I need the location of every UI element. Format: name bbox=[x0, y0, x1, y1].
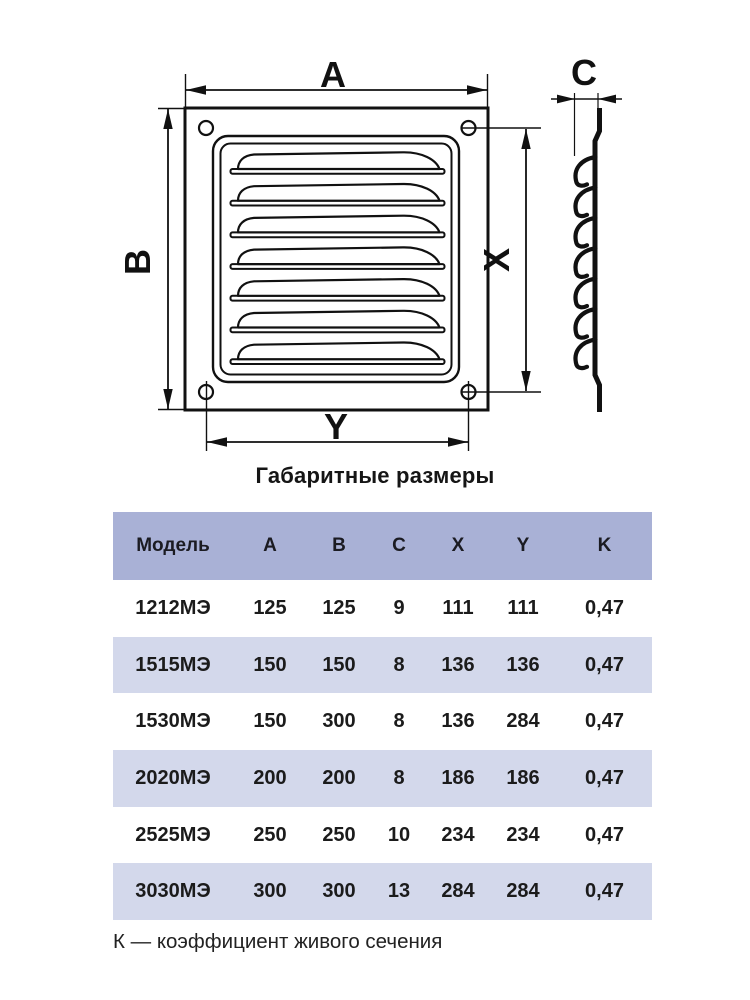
cell-c: 8 bbox=[393, 653, 405, 676]
table-row bbox=[113, 637, 652, 694]
cell-y: 136 bbox=[506, 653, 540, 676]
grille-dimension-drawing bbox=[0, 0, 750, 455]
cell-y: 111 bbox=[507, 596, 539, 619]
cell-a: 300 bbox=[253, 880, 287, 903]
table-header-row bbox=[113, 512, 652, 580]
cell-b: 200 bbox=[322, 766, 356, 789]
dim-label-a: A bbox=[320, 54, 346, 95]
cell-k: 0,47 bbox=[585, 710, 624, 733]
cell-k: 0,47 bbox=[585, 653, 624, 676]
cell-b: 125 bbox=[322, 596, 356, 619]
cell-a: 150 bbox=[253, 653, 287, 676]
cell-y: 284 bbox=[506, 710, 540, 733]
cell-c: 13 bbox=[387, 880, 411, 903]
dimensions-table bbox=[113, 512, 652, 920]
cell-model: 1515МЭ bbox=[135, 653, 211, 676]
cell-y: 186 bbox=[506, 766, 540, 789]
cell-k: 0,47 bbox=[585, 823, 624, 846]
table-row bbox=[113, 580, 652, 637]
cell-k: 0,47 bbox=[585, 880, 624, 903]
table-row bbox=[113, 807, 652, 864]
cell-a: 125 bbox=[253, 596, 287, 619]
cell-a: 200 bbox=[253, 766, 287, 789]
cell-k: 0,47 bbox=[585, 596, 624, 619]
side-profile bbox=[595, 108, 600, 412]
cell-x: 234 bbox=[441, 823, 475, 846]
col-header-x: X bbox=[451, 535, 465, 556]
cell-y: 284 bbox=[506, 880, 540, 903]
dim-label-c: C bbox=[571, 52, 597, 93]
cell-c: 8 bbox=[393, 710, 405, 733]
dimension-b bbox=[158, 109, 184, 410]
cell-b: 300 bbox=[322, 880, 356, 903]
cell-model: 1212МЭ bbox=[135, 596, 211, 619]
dim-label-x: X bbox=[476, 247, 517, 273]
cell-b: 150 bbox=[322, 653, 356, 676]
cell-x: 186 bbox=[441, 766, 475, 789]
cell-k: 0,47 bbox=[585, 766, 624, 789]
k-coefficient-footnote: К — коэффициент живого сечения bbox=[113, 930, 443, 953]
table-row bbox=[113, 750, 652, 807]
dim-label-y: Y bbox=[323, 406, 349, 447]
table-row bbox=[113, 863, 652, 920]
cell-x: 136 bbox=[441, 653, 475, 676]
col-header-b: B bbox=[332, 535, 346, 556]
side-view bbox=[576, 108, 600, 412]
cell-a: 150 bbox=[253, 710, 287, 733]
cell-model: 3030МЭ bbox=[135, 880, 211, 903]
screw-hole bbox=[199, 121, 213, 135]
col-header-model: Модель bbox=[136, 535, 210, 556]
cell-c: 8 bbox=[393, 766, 405, 789]
col-header-c: C bbox=[392, 535, 406, 556]
dimension-c bbox=[551, 93, 622, 156]
cell-b: 250 bbox=[322, 823, 356, 846]
col-header-k: K bbox=[597, 535, 612, 556]
dim-label-b: B bbox=[117, 249, 158, 275]
col-header-y: Y bbox=[516, 535, 530, 556]
cell-b: 300 bbox=[322, 710, 356, 733]
cell-x: 136 bbox=[441, 710, 475, 733]
cell-a: 250 bbox=[253, 823, 287, 846]
cell-model: 2020МЭ bbox=[135, 766, 211, 789]
cell-model: 1530МЭ bbox=[135, 710, 211, 733]
cell-x: 111 bbox=[442, 596, 474, 619]
cell-model: 2525МЭ bbox=[135, 823, 211, 846]
section-title: Габаритные размеры bbox=[255, 463, 495, 488]
cell-x: 284 bbox=[441, 880, 475, 903]
cell-c: 10 bbox=[387, 823, 411, 846]
col-header-a: A bbox=[263, 535, 277, 556]
front-view bbox=[185, 108, 488, 410]
table-row bbox=[113, 693, 652, 750]
cell-y: 234 bbox=[506, 823, 540, 846]
cell-c: 9 bbox=[393, 596, 405, 619]
